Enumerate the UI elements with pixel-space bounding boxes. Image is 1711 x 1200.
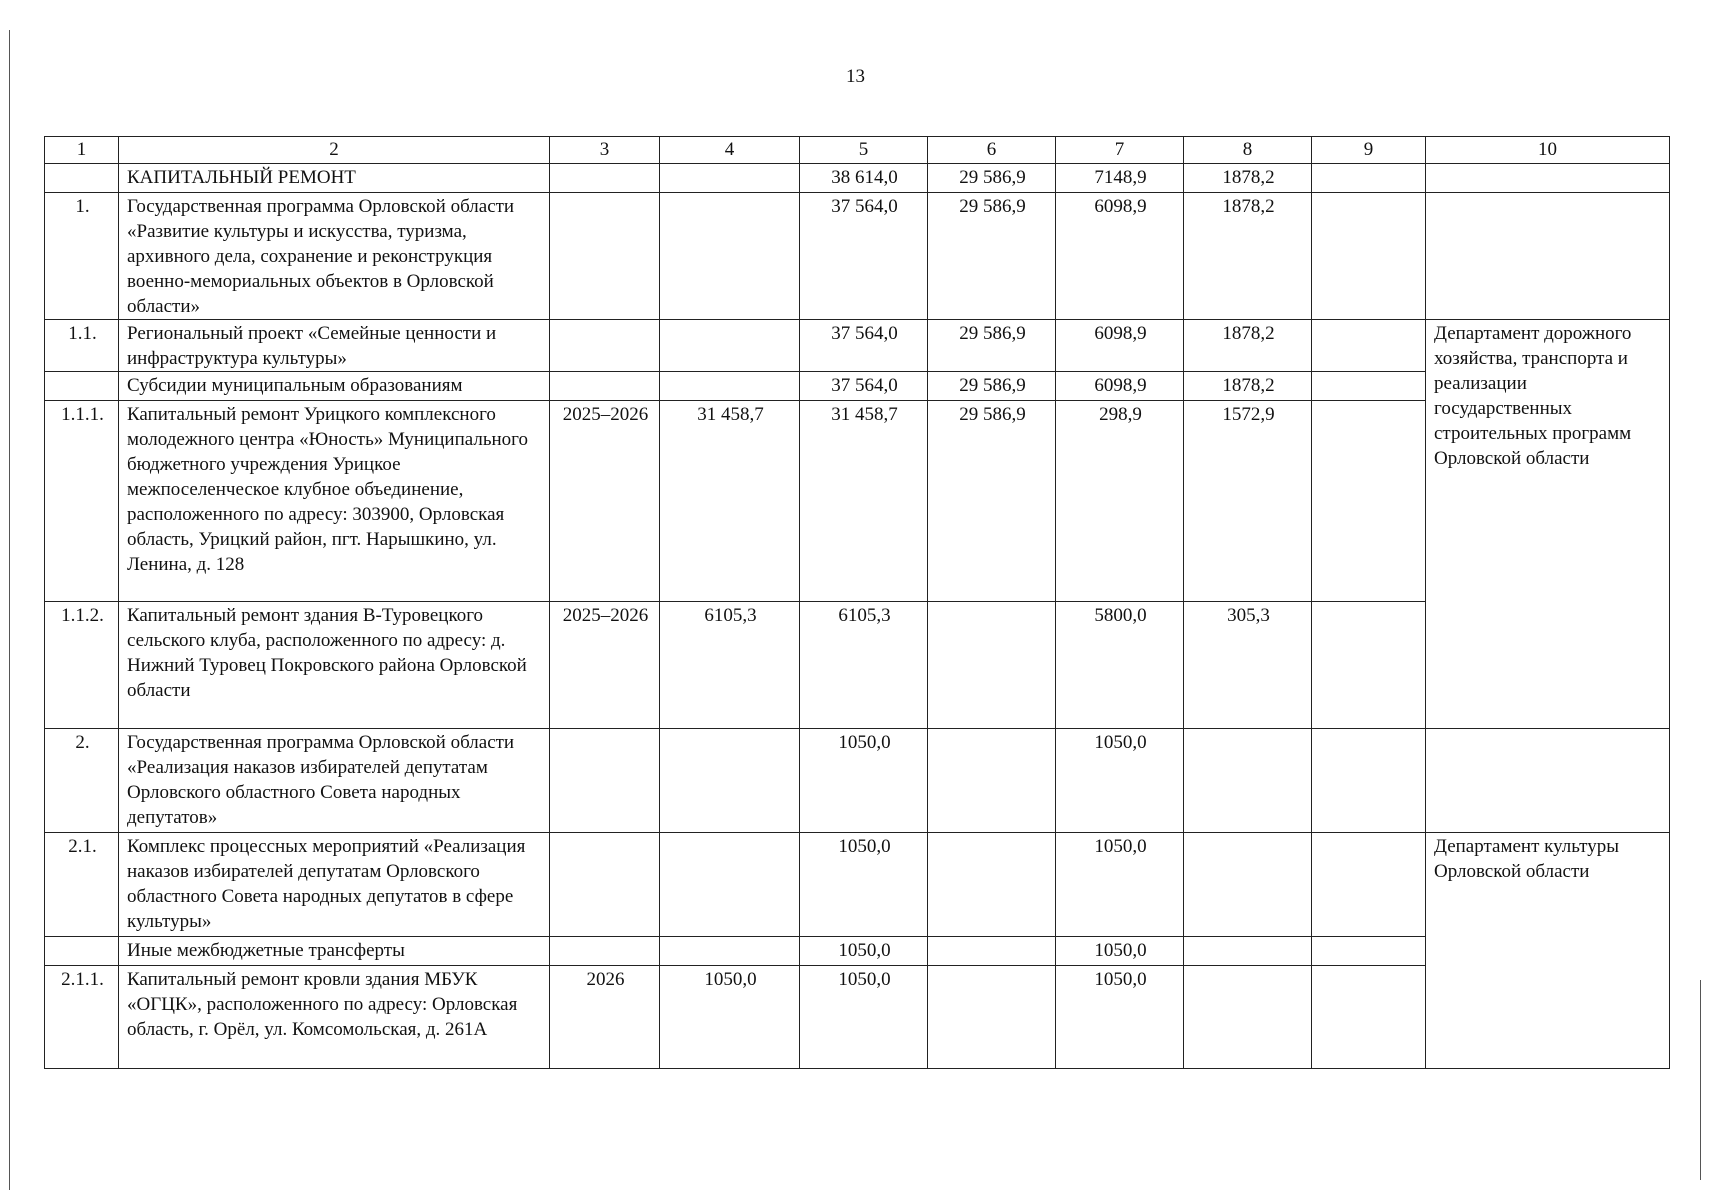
row-col8: 305,3 <box>1184 602 1312 729</box>
row-name: Государственная программа Орловской области «Развитие культуры и искусства, туризма, архивного дела, сохранение и реконструкция военно-мемориальных объектов в Орловской области» <box>119 193 550 320</box>
row-col5: 31 458,7 <box>800 401 928 602</box>
row-number: 1. <box>45 193 119 320</box>
row-number <box>45 164 119 193</box>
row-col6 <box>928 937 1056 966</box>
responsible-department-1: Департамент дорожного хозяйства, транспорта и реализации государственных строительных программ Орловской области <box>1426 320 1670 729</box>
table-row <box>45 320 1670 372</box>
row-col10 <box>1426 164 1670 193</box>
row-col5: 37 564,0 <box>800 320 928 372</box>
row-period: 2026 <box>550 966 660 1069</box>
row-col5: 37 564,0 <box>800 193 928 320</box>
row-col6: 29 586,9 <box>928 164 1056 193</box>
row-col8 <box>1184 833 1312 937</box>
row-col6 <box>928 602 1056 729</box>
row-col6 <box>928 833 1056 937</box>
row-col9 <box>1312 372 1426 401</box>
row-name: Капитальный ремонт Урицкого комплексного молодежного центра «Юность» Муниципального бюджетного учреждения Урицкое межпоселенческое клубное объединение, расположенного по адресу: 303900, Орловская область, Урицкий район, пгт. Нарышкино, ул. Ленина, д. 128 <box>119 401 550 602</box>
row-period <box>550 320 660 372</box>
row-col9 <box>1312 966 1426 1069</box>
row-col8: 1878,2 <box>1184 193 1312 320</box>
header-cell: 9 <box>1312 137 1426 164</box>
row-col7: 6098,9 <box>1056 372 1184 401</box>
row-name: Государственная программа Орловской области «Реализация наказов избирателей депутатам Орловского областного Совета народных депутатов» <box>119 729 550 833</box>
row-col5: 1050,0 <box>800 729 928 833</box>
row-col9 <box>1312 164 1426 193</box>
row-col6: 29 586,9 <box>928 320 1056 372</box>
row-period <box>550 164 660 193</box>
responsible-department-2: Департамент культуры Орловской области <box>1426 833 1670 1069</box>
row-col8: 1878,2 <box>1184 164 1312 193</box>
row-col10 <box>1426 729 1670 833</box>
row-cost <box>660 372 800 401</box>
row-cost: 6105,3 <box>660 602 800 729</box>
row-col8: 1878,2 <box>1184 320 1312 372</box>
row-cost <box>660 729 800 833</box>
scan-edge-right <box>1700 980 1701 1180</box>
table-row <box>45 164 1670 193</box>
row-col9 <box>1312 729 1426 833</box>
row-cost: 1050,0 <box>660 966 800 1069</box>
row-col9 <box>1312 937 1426 966</box>
row-period <box>550 937 660 966</box>
row-cost <box>660 937 800 966</box>
table-row <box>45 193 1670 320</box>
row-name: Иные межбюджетные трансферты <box>119 937 550 966</box>
header-cell: 2 <box>119 137 550 164</box>
row-col5: 1050,0 <box>800 833 928 937</box>
row-col5: 38 614,0 <box>800 164 928 193</box>
row-number: 2.1. <box>45 833 119 937</box>
row-col7: 6098,9 <box>1056 193 1184 320</box>
row-name: Субсидии муниципальным образованиям <box>119 372 550 401</box>
row-col8: 1572,9 <box>1184 401 1312 602</box>
row-period <box>550 372 660 401</box>
page-number: 13 <box>846 66 865 87</box>
row-col5: 1050,0 <box>800 937 928 966</box>
row-period: 2025–2026 <box>550 401 660 602</box>
row-col7: 1050,0 <box>1056 833 1184 937</box>
row-number: 1.1.1. <box>45 401 119 602</box>
table-header-row <box>45 137 1670 164</box>
row-name: Региональный проект «Семейные ценности и инфраструктура культуры» <box>119 320 550 372</box>
row-cost <box>660 320 800 372</box>
row-col6: 29 586,9 <box>928 401 1056 602</box>
row-cost <box>660 833 800 937</box>
row-name: КАПИТАЛЬНЫЙ РЕМОНТ <box>119 164 550 193</box>
row-col7: 1050,0 <box>1056 966 1184 1069</box>
row-col9 <box>1312 833 1426 937</box>
row-col5: 1050,0 <box>800 966 928 1069</box>
row-col10 <box>1426 193 1670 320</box>
header-cell: 10 <box>1426 137 1670 164</box>
row-col7: 6098,9 <box>1056 320 1184 372</box>
header-cell: 6 <box>928 137 1056 164</box>
row-col6: 29 586,9 <box>928 372 1056 401</box>
header-cell: 7 <box>1056 137 1184 164</box>
row-col8 <box>1184 966 1312 1069</box>
row-period: 2025–2026 <box>550 602 660 729</box>
row-col7: 7148,9 <box>1056 164 1184 193</box>
table-row <box>45 729 1670 833</box>
header-cell: 3 <box>550 137 660 164</box>
row-col8 <box>1184 729 1312 833</box>
row-period <box>550 193 660 320</box>
row-name: Капитальный ремонт здания В-Туровецкого сельского клуба, расположенного по адресу: д. Нижний Туровец Покровского района Орловской области <box>119 602 550 729</box>
row-period <box>550 729 660 833</box>
row-col9 <box>1312 193 1426 320</box>
row-col9 <box>1312 401 1426 602</box>
row-number: 2. <box>45 729 119 833</box>
row-name: Капитальный ремонт кровли здания МБУК «ОГЦК», расположенного по адресу: Орловская область, г. Орёл, ул. Комсомольская, д. 261А <box>119 966 550 1069</box>
row-col6 <box>928 729 1056 833</box>
row-name: Комплекс процессных мероприятий «Реализация наказов избирателей депутатам Орловского областного Совета народных депутатов в сфере культуры» <box>119 833 550 937</box>
row-period <box>550 833 660 937</box>
scan-edge-left <box>9 30 10 1190</box>
row-col8 <box>1184 937 1312 966</box>
row-col7: 1050,0 <box>1056 729 1184 833</box>
header-cell: 1 <box>45 137 119 164</box>
header-cell: 4 <box>660 137 800 164</box>
row-number <box>45 937 119 966</box>
header-cell: 5 <box>800 137 928 164</box>
row-col7: 298,9 <box>1056 401 1184 602</box>
row-cost <box>660 193 800 320</box>
row-cost <box>660 164 800 193</box>
row-col9 <box>1312 602 1426 729</box>
row-col7: 5800,0 <box>1056 602 1184 729</box>
row-col8: 1878,2 <box>1184 372 1312 401</box>
row-col6 <box>928 966 1056 1069</box>
row-cost: 31 458,7 <box>660 401 800 602</box>
row-number: 1.1.2. <box>45 602 119 729</box>
program-table <box>44 136 1670 1069</box>
row-col5: 37 564,0 <box>800 372 928 401</box>
header-cell: 8 <box>1184 137 1312 164</box>
row-col7: 1050,0 <box>1056 937 1184 966</box>
row-number <box>45 372 119 401</box>
row-number: 1.1. <box>45 320 119 372</box>
row-col9 <box>1312 320 1426 372</box>
row-col5: 6105,3 <box>800 602 928 729</box>
row-number: 2.1.1. <box>45 966 119 1069</box>
table-row <box>45 833 1670 937</box>
row-col6: 29 586,9 <box>928 193 1056 320</box>
